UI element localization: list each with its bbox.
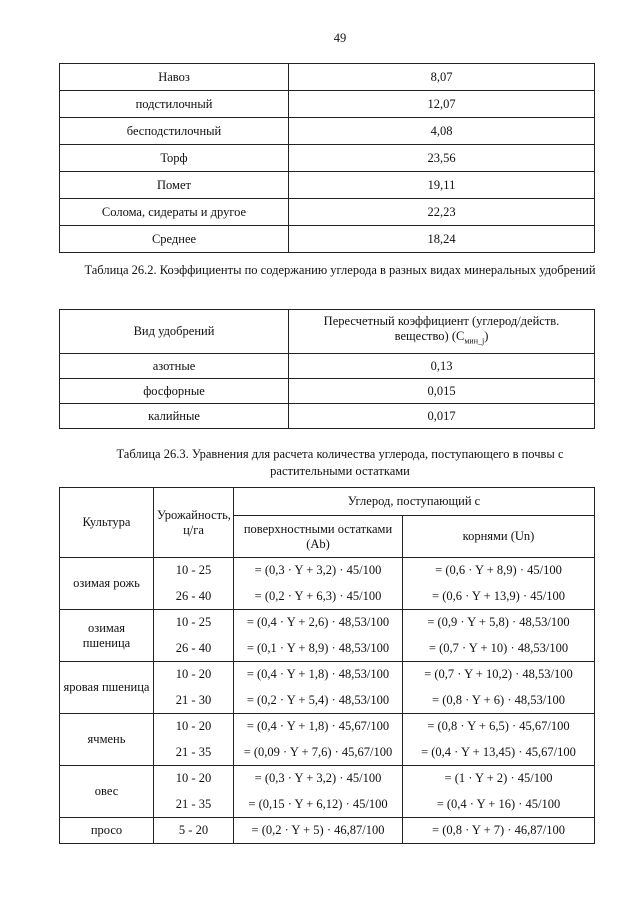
crop-name: озимая рожь — [60, 558, 154, 610]
crop-name: ячмень — [60, 714, 154, 766]
surface-residue-formula: = (0,2 · Y + 6,3) · 45/100 — [234, 584, 403, 610]
fertilizer-type: азотные — [60, 354, 289, 379]
surface-residue-formula: = (0,1 · Y + 8,9) · 48,53/100 — [234, 636, 403, 662]
table-row — [60, 662, 595, 688]
header-carbon: Углерод, поступающий с — [234, 488, 595, 516]
yield-range: 21 - 35 — [154, 792, 234, 818]
yield-range: 26 - 40 — [154, 584, 234, 610]
carbon-value: 19,11 — [289, 172, 595, 199]
yield-range: 21 - 35 — [154, 740, 234, 766]
surface-residue-formula: = (0,15 · Y + 6,12) · 45/100 — [234, 792, 403, 818]
table-row — [60, 766, 595, 792]
page-number: 49 — [333, 31, 347, 45]
manure-type: подстилочный — [60, 91, 289, 118]
surface-residue-formula: = (0,2 · Y + 5) · 46,87/100 — [234, 818, 403, 844]
header-yield: Урожайность, ц/га — [154, 488, 234, 558]
table-row — [60, 226, 595, 253]
manure-carbon-table — [59, 63, 595, 253]
crop-name: просо — [60, 818, 154, 844]
header-crop: Культура — [60, 488, 154, 558]
manure-type: Солома, сидераты и другое — [60, 199, 289, 226]
table-row — [60, 91, 595, 118]
surface-residue-formula: = (0,3 · Y + 3,2) · 45/100 — [234, 766, 403, 792]
root-formula: = (0,8 · Y + 6,5) · 45,67/100 — [403, 714, 595, 740]
carbon-value: 12,07 — [289, 91, 595, 118]
manure-type: Торф — [60, 145, 289, 172]
yield-range: 10 - 20 — [154, 714, 234, 740]
yield-range: 10 - 25 — [154, 558, 234, 584]
table-row — [60, 145, 595, 172]
table-row — [60, 714, 595, 740]
surface-residue-formula: = (0,3 · Y + 3,2) · 45/100 — [234, 558, 403, 584]
header-roots: корнями (Un) — [403, 516, 595, 558]
header-coefficient: Пересчетный коэффициент (углерод/действ. вещество) $(C_{мин\_j})$ — [289, 310, 595, 354]
crop-name: озимая пшеница — [60, 610, 154, 662]
table-row — [60, 404, 595, 429]
surface-residue-formula: = (0,4 · Y + 1,8) · 48,53/100 — [234, 662, 403, 688]
table-row — [60, 172, 595, 199]
manure-type: бесподстилочный — [60, 118, 289, 145]
table-26-2-caption: Таблица 26.2. Коэффициенты по содержанию углерода в разных видах минеральных удобрений — [84, 263, 596, 277]
carbon-value: 23,56 — [289, 145, 595, 172]
root-formula: = (0,4 · Y + 16) · 45/100 — [403, 792, 595, 818]
coefficient-value: 0,13 — [289, 354, 595, 379]
carbon-value: 22,23 — [289, 199, 595, 226]
yield-range: 10 - 25 — [154, 610, 234, 636]
coefficient-value: 0,015 — [289, 379, 595, 404]
table-row — [60, 610, 595, 636]
root-formula: = (0,4 · Y + 13,45) · 45,67/100 — [403, 740, 595, 766]
yield-range: 10 - 20 — [154, 766, 234, 792]
yield-range: 10 - 20 — [154, 662, 234, 688]
surface-residue-formula: = (0,09 · Y + 7,6) · 45,67/100 — [234, 740, 403, 766]
table-row — [60, 558, 595, 584]
fertilizer-type: калийные — [60, 404, 289, 429]
root-formula: = (0,7 · Y + 10) · 48,53/100 — [403, 636, 595, 662]
root-formula: = (0,8 · Y + 7) · 46,87/100 — [403, 818, 595, 844]
carbon-value: 18,24 — [289, 226, 595, 253]
surface-residue-formula: = (0,4 · Y + 2,6) · 48,53/100 — [234, 610, 403, 636]
fertilizer-type: фосфорные — [60, 379, 289, 404]
yield-range: 5 - 20 — [154, 818, 234, 844]
table-row — [60, 64, 595, 91]
root-formula: = (0,6 · Y + 13,9) · 45/100 — [403, 584, 595, 610]
table-row — [60, 118, 595, 145]
table-row — [60, 354, 595, 379]
manure-type: Навоз — [60, 64, 289, 91]
root-formula: = (0,7 · Y + 10,2) · 48,53/100 — [403, 662, 595, 688]
surface-residue-formula: = (0,4 · Y + 1,8) · 45,67/100 — [234, 714, 403, 740]
yield-range: 21 - 30 — [154, 688, 234, 714]
carbon-value: 8,07 — [289, 64, 595, 91]
root-formula: = (1 · Y + 2) · 45/100 — [403, 766, 595, 792]
table-row — [60, 199, 595, 226]
carbon-value: 4,08 — [289, 118, 595, 145]
manure-type: Помет — [60, 172, 289, 199]
root-formula: = (0,6 · Y + 8,9) · 45/100 — [403, 558, 595, 584]
coefficient-value: 0,017 — [289, 404, 595, 429]
crop-name: овес — [60, 766, 154, 818]
manure-type: Среднее — [60, 226, 289, 253]
header-surface-residues: поверхностными остатками (Ab) — [234, 516, 403, 558]
crop-residue-carbon-table — [59, 487, 595, 844]
root-formula: = (0,8 · Y + 6) · 48,53/100 — [403, 688, 595, 714]
crop-name: яровая пшеница — [60, 662, 154, 714]
surface-residue-formula: = (0,2 · Y + 5,4) · 48,53/100 — [234, 688, 403, 714]
table-row — [60, 379, 595, 404]
table-26-3-caption: Таблица 26.3. Уравнения для расчета количества углерода, поступающего в почвы с растительными остатками — [116, 447, 564, 478]
mineral-fertilizer-table — [59, 309, 595, 429]
root-formula: = (0,9 · Y + 5,8) · 48,53/100 — [403, 610, 595, 636]
yield-range: 26 - 40 — [154, 636, 234, 662]
header-fertilizer-type: Вид удобрений — [60, 310, 289, 354]
table-row — [60, 818, 595, 844]
